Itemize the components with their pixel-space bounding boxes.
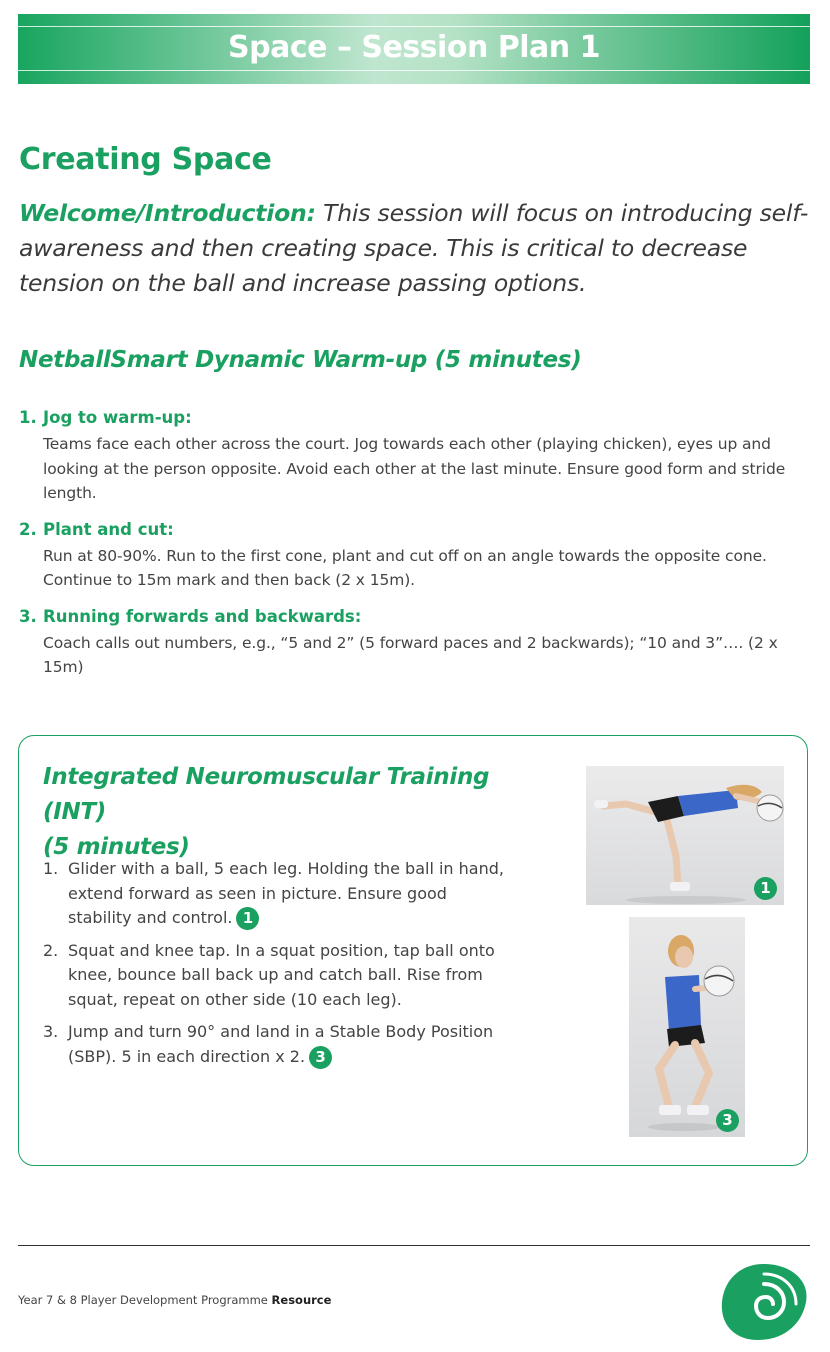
exercise-photo-glider [586,766,784,905]
number-badge: 3 [309,1046,332,1069]
item-body: Teams face each other across the court. Jog towards each other (playing chicken), eyes up and looking at the person opposite. Avoid each other at the last minute. Ensure good form and stride length. [43,435,786,502]
item-title: Jog to warm-up: [43,408,192,427]
item-text: Glider with a ball, 5 each leg. Holding the ball in hand, extend forward as seen in picture. Ensure good stability and control. [68,859,504,927]
list-item [19,603,809,680]
squat-illustration [629,917,745,1137]
page-title: Space – Session Plan 1 [228,30,600,65]
item-number: 2. [43,940,59,960]
number-badge: 1 [754,877,777,900]
list-item [19,516,809,593]
item-title: Running forwards and backwards: [43,606,362,626]
item-title: Plant and cut: [43,519,174,539]
number-badge: 3 [716,1109,739,1132]
item-text: Jump and turn 90° and land in a Stable Body Position (SBP). 5 in each direction x 2. [68,1022,494,1066]
int-heading-line1: Integrated Neuromuscular Training (INT) [43,764,490,825]
footer-programme: Year 7 & 8 Player Development Programme [18,1293,268,1307]
list-item [19,404,809,506]
footer-text [18,1293,331,1307]
item-number: 3. [43,1022,59,1041]
item-body: Coach calls out numbers, e.g., “5 and 2” (5 forward paces and 2 backwards); “10 and 3”…. (2 x 15m) [43,633,778,676]
intro-paragraph [19,196,809,301]
section-heading: Creating Space [19,142,272,177]
header-banner [18,14,810,84]
exercise-photo-squat [629,917,745,1137]
number-badge: 1 [236,907,259,930]
item-number: 1. [19,408,37,427]
item-number: 3. [19,606,37,626]
item-number: 1. [43,859,59,878]
warmup-list [19,404,809,690]
list-item [43,857,513,931]
list-item [43,939,513,1013]
item-number: 2. [19,519,37,539]
intro-lead: Welcome/Introduction: [19,199,316,227]
banner-line [18,26,810,27]
item-body: Run at 80-90%. Run to the first cone, plant and cut off on an angle towards the opposite cone. Continue to 15m mark and then back (2 x 15m). [43,546,767,589]
int-list [43,857,513,1077]
footer-resource: Resource [271,1293,332,1307]
int-heading-line2: (5 minutes) [43,834,190,860]
banner-line [18,70,810,71]
item-text: Squat and knee tap. In a squat position, tap ball onto knee, bounce ball back up and catch ball. Rise from squat, repeat on other side (10 each leg). [68,940,495,1009]
footer-rule [18,1245,810,1246]
warmup-heading: NetballSmart Dynamic Warm-up (5 minutes) [19,347,582,373]
list-item [43,1020,513,1069]
int-heading [43,760,543,865]
programme-logo [718,1262,810,1342]
intro-text: This session will focus on introducing self-awareness and then creating space. This is critical to decrease tension on the ball and increase passing options. [19,199,809,297]
